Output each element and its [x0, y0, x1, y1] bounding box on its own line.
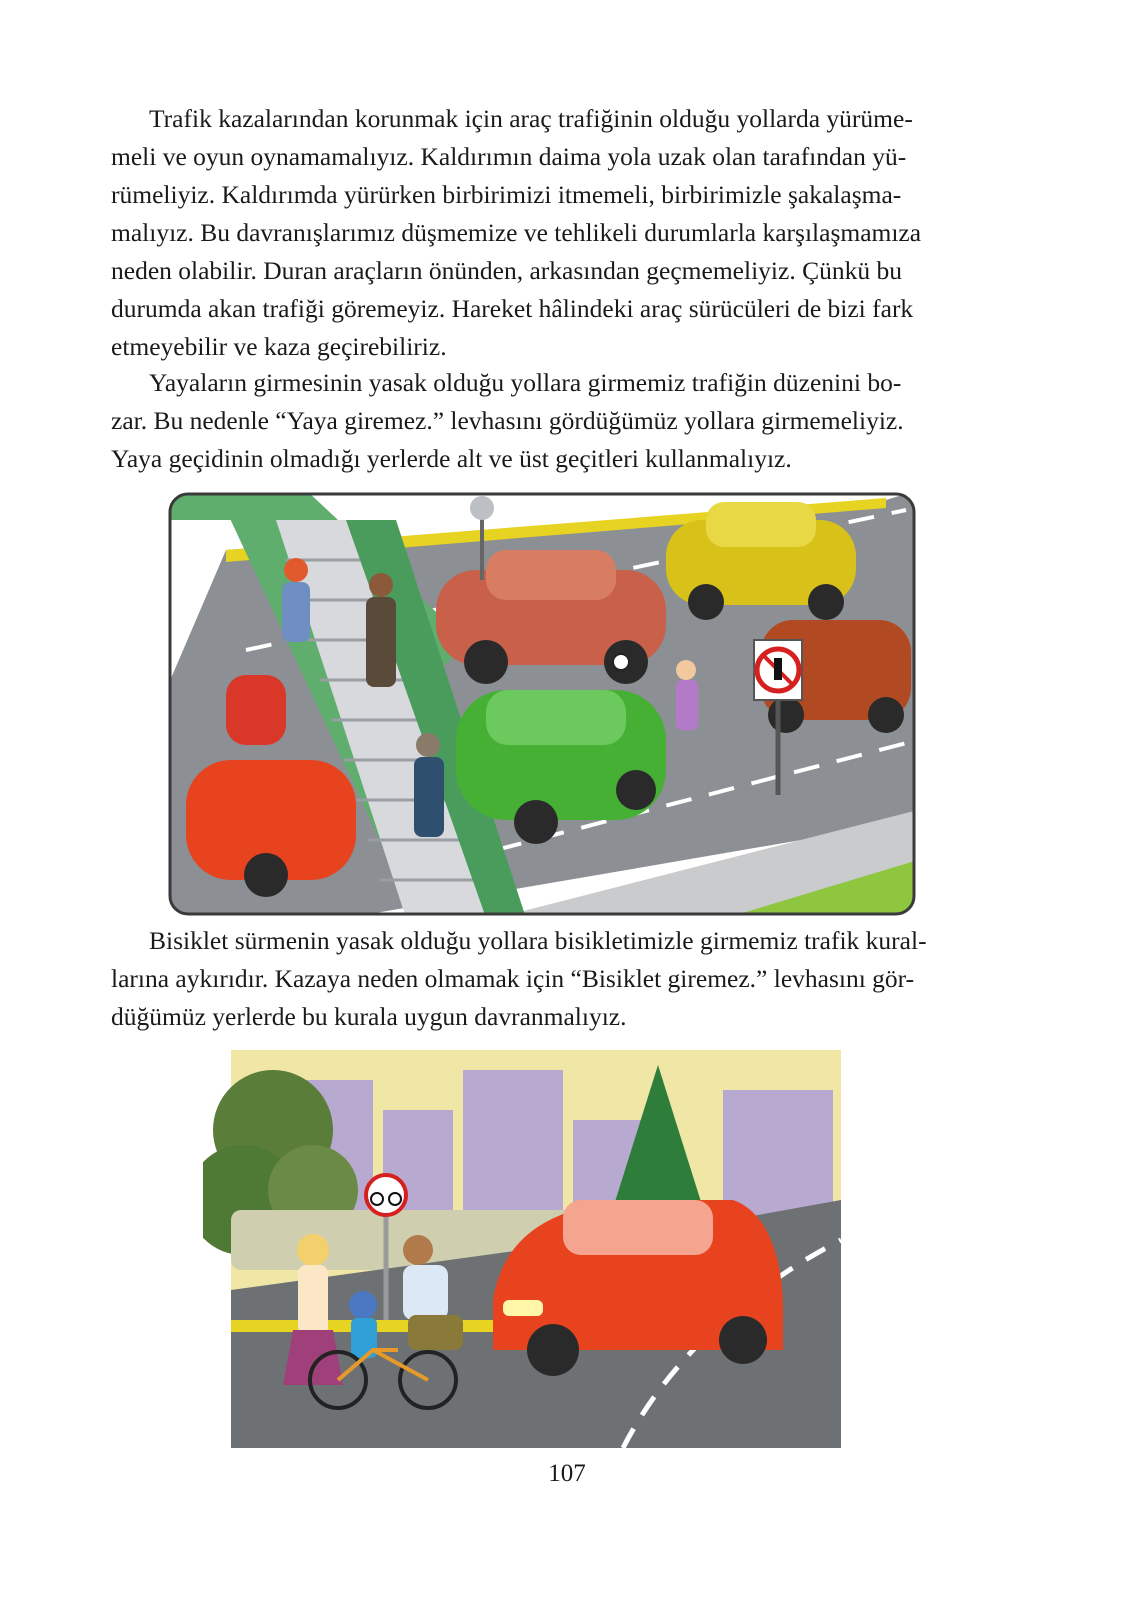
text-line: malıyız. Bu davranışlarımız düşmemize ve tehlikeli durumlarla karşılaşmamıza	[111, 218, 922, 247]
overpass-traffic-illustration	[166, 490, 918, 918]
text-line: larına aykırıdır. Kazaya neden olmamak için “Bisiklet giremez.” levhasını gör-	[111, 964, 915, 993]
text-line: Bisiklet sürmenin yasak olduğu yollara bisikletimizle girmemiz trafik kural-	[149, 926, 927, 955]
text-line: Trafik kazalarından korunmak için araç trafiğinin olduğu yollarda yürüme-	[149, 104, 913, 133]
page-number: 107	[548, 1460, 586, 1487]
paragraph-no-pedestrians-sign	[111, 364, 963, 478]
text-line: düğümüz yerlerde bu kurala uygun davranmalıyız.	[111, 1002, 627, 1031]
text-line: Yayaların girmesinin yasak olduğu yollara girmemiz trafiğin düzenini bo-	[149, 368, 902, 397]
paragraph-no-bicycles-sign	[111, 922, 963, 1036]
text-line: rümeliyiz. Kaldırımda yürürken birbirimizi itmemeli, birbirimizle şakalaşma-	[111, 180, 902, 209]
text-line: durumda akan trafiği göremeyiz. Hareket hâlindeki araç sürücüleri de bizi fark	[111, 294, 914, 323]
lamp-head	[470, 496, 494, 520]
bicycle-accident-illustration	[203, 1050, 853, 1448]
text-line: zar. Bu nedenle “Yaya giremez.” levhasını gördüğümüz yollara girmemeliyiz.	[111, 406, 904, 435]
paragraph-pedestrian-safety	[111, 100, 963, 366]
soccer-ball	[613, 654, 629, 670]
curb	[231, 1320, 531, 1332]
text-line: etmeyebilir ve kaza geçirebiliriz.	[111, 332, 447, 361]
text-line: neden olabilir. Duran araçların önünden, arkasından geçmemeliyiz. Çünkü bu	[111, 256, 902, 285]
text-line: Yaya geçidinin olmadığı yerlerde alt ve üst geçitleri kullanmalıyız.	[111, 444, 792, 473]
text-line: meli ve oyun oynamamalıyız. Kaldırımın daima yola uzak olan tarafından yü-	[111, 142, 907, 171]
